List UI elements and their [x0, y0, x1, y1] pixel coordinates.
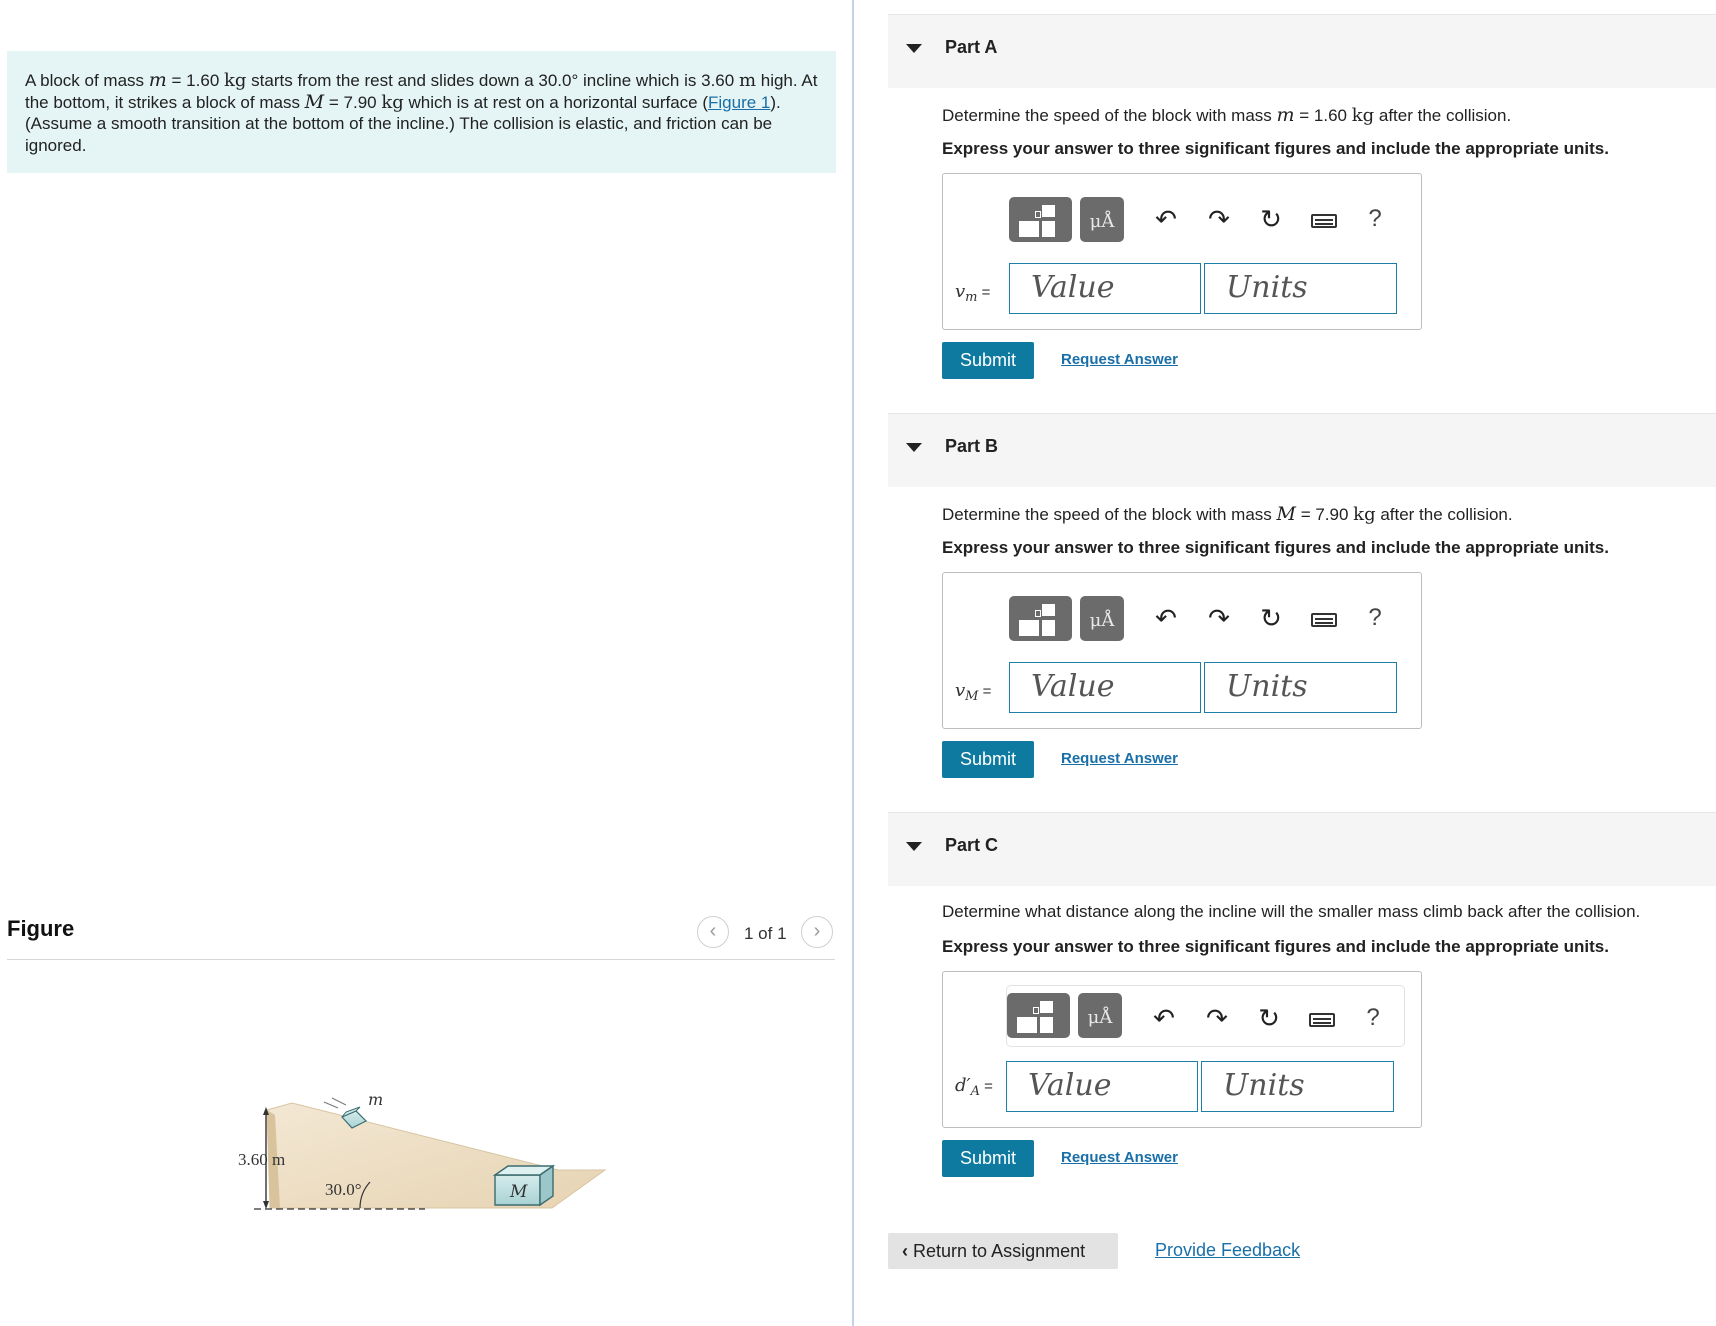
variable-subscript: A [970, 1084, 980, 1099]
variable-symbol: v [955, 680, 966, 701]
caret-down-icon [906, 842, 922, 851]
problem-statement [7, 51, 836, 173]
part-a-submit-button[interactable]: Submit [942, 342, 1034, 379]
undo-icon[interactable]: ↶ [1153, 1003, 1175, 1033]
part-b-header[interactable] [888, 413, 1716, 487]
units-icon: μÅ [1089, 211, 1115, 232]
redo-icon[interactable]: ↷ [1206, 1003, 1228, 1033]
return-label: Return to Assignment [913, 1241, 1086, 1261]
problem-text: A block of mass [25, 71, 149, 90]
figure-pager-label: 1 of 1 [744, 924, 787, 943]
templates-button[interactable] [1009, 596, 1072, 641]
part-c-instruction: Express your answer to three significant figures and include the appropriate units. [942, 937, 1609, 956]
part-a-header[interactable] [888, 14, 1716, 88]
part-b-question [942, 503, 1513, 525]
question-text: Determine the speed of the block with mass [942, 505, 1277, 524]
angle-label: 30.0° [325, 1180, 362, 1199]
part-c-question: Determine what distance along the incline will the smaller mass climb back after the collision. [942, 902, 1641, 921]
help-icon[interactable]: ? [1368, 604, 1382, 631]
figure-link[interactable]: Figure 1 [708, 92, 771, 112]
figure-next-button[interactable] [801, 916, 833, 948]
part-b-submit-button[interactable]: Submit [942, 741, 1034, 778]
question-text: = 1.60 [1294, 106, 1352, 125]
variable-subscript: m [965, 290, 978, 305]
undo-icon[interactable]: ↶ [1155, 603, 1177, 633]
units-button[interactable] [1078, 993, 1122, 1038]
unit-kg: kg [1353, 504, 1376, 525]
keyboard-icon[interactable] [1306, 202, 1340, 236]
return-to-assignment-button[interactable] [888, 1233, 1118, 1269]
reset-icon[interactable]: ↻ [1260, 603, 1282, 633]
redo-icon[interactable]: ↷ [1208, 204, 1230, 234]
large-mass-label: M [510, 1182, 528, 1202]
problem-text: high. At the bottom, it strikes a block of mass [25, 71, 818, 112]
units-input[interactable]: Units [1201, 1061, 1394, 1112]
caret-down-icon [906, 443, 922, 452]
problem-text: ). (Assume a smooth transition at the bottom of the incline.) The collision is elastic, and friction can be ignored. [25, 92, 781, 155]
part-a-title: Part A [945, 37, 998, 57]
part-c-submit-button[interactable]: Submit [942, 1140, 1034, 1177]
equals-sign: = [980, 1078, 993, 1095]
units-icon: μÅ [1089, 610, 1115, 631]
figure-title: Figure [7, 916, 75, 941]
part-c-header[interactable] [888, 812, 1716, 886]
problem-text: = 1.60 [166, 71, 224, 90]
part-a-answer-box [942, 173, 1422, 330]
answer-variable-label [955, 281, 990, 305]
templates-button[interactable] [1009, 197, 1072, 242]
help-icon[interactable]: ? [1366, 1004, 1380, 1031]
question-text: after the collision. [1375, 505, 1513, 524]
figure-prev-button[interactable] [697, 916, 729, 948]
height-label: 3.60 m [238, 1150, 286, 1169]
templates-button[interactable] [1007, 993, 1070, 1038]
incline-figure [220, 1075, 610, 1215]
unit-kg: kg [381, 91, 404, 113]
value-input[interactable]: Value [1009, 662, 1201, 713]
symbol-m: m [1276, 104, 1295, 126]
question-text: after the collision. [1374, 106, 1512, 125]
variable-symbol: v [955, 281, 966, 302]
units-icon: μÅ [1087, 1007, 1113, 1028]
answer-variable-label [955, 1075, 993, 1099]
part-c-request-answer-link[interactable]: Request Answer [1061, 1149, 1178, 1166]
part-b-answer-box [942, 572, 1422, 729]
reset-icon[interactable]: ↻ [1260, 204, 1282, 234]
value-input[interactable]: Value [1006, 1061, 1198, 1112]
keyboard-icon[interactable] [1306, 601, 1340, 635]
units-input[interactable]: Units [1204, 662, 1397, 713]
symbol-M: M [1276, 503, 1296, 525]
chevron-left-icon: ‹ [709, 920, 717, 942]
figure-header [7, 910, 835, 960]
height-arrow-head [263, 1201, 269, 1209]
symbol-m: m [148, 69, 167, 91]
part-c-answer-box [942, 971, 1422, 1128]
problem-text: which is at rest on a horizontal surface ( [403, 92, 709, 112]
keyboard-icon[interactable] [1304, 1001, 1338, 1035]
answer-panel [888, 0, 1716, 1326]
part-a-request-answer-link[interactable]: Request Answer [1061, 351, 1178, 368]
part-b-request-answer-link[interactable]: Request Answer [1061, 750, 1178, 767]
template-icon [1019, 620, 1039, 636]
column-divider [852, 0, 854, 1326]
undo-icon[interactable]: ↶ [1155, 204, 1177, 234]
part-a-question [942, 104, 1511, 126]
equals-sign: = [977, 284, 991, 301]
incline-surface [267, 1103, 605, 1208]
motion-line [332, 1098, 346, 1105]
part-b-title: Part B [945, 436, 999, 456]
chevron-right-icon: › [813, 920, 821, 942]
unit-kg: kg [1351, 105, 1375, 126]
provide-feedback-link[interactable]: Provide Feedback [1155, 1240, 1301, 1260]
reset-icon[interactable]: ↻ [1258, 1003, 1280, 1033]
chevron-left-icon: ‹ [902, 1241, 908, 1261]
caret-down-icon [906, 44, 922, 53]
problem-text: starts from the rest and slides down a 30.0° incline which is 3.60 [246, 71, 739, 90]
math-toolbar [1009, 593, 1408, 648]
template-icon [1019, 221, 1039, 237]
motion-line [324, 1102, 338, 1108]
math-toolbar [1009, 194, 1408, 249]
math-toolbar [1006, 985, 1405, 1047]
problem-text: = 7.90 [324, 92, 382, 112]
question-text: = 7.90 [1295, 505, 1354, 524]
redo-icon[interactable]: ↷ [1208, 603, 1230, 633]
units-button[interactable] [1080, 596, 1124, 641]
units-input[interactable]: Units [1204, 263, 1397, 314]
part-b-instruction: Express your answer to three significant figures and include the appropriate units. [942, 538, 1609, 557]
problem-panel [0, 0, 852, 1326]
part-a-instruction: Express your answer to three significant figures and include the appropriate units. [942, 139, 1609, 158]
small-mass-label: m [368, 1090, 384, 1109]
unit-kg: kg [224, 70, 247, 91]
symbol-M: M [304, 90, 325, 113]
equals-sign: = [978, 683, 992, 700]
unit-m: m [738, 70, 757, 91]
question-text: Determine the speed of the block with mass [942, 106, 1277, 125]
template-icon [1017, 1017, 1037, 1033]
help-icon[interactable]: ? [1368, 205, 1382, 232]
answer-variable-label [955, 680, 991, 704]
variable-symbol: d′ [955, 1075, 971, 1096]
value-input[interactable]: Value [1009, 263, 1201, 314]
variable-subscript: M [965, 689, 979, 704]
units-button[interactable] [1080, 197, 1124, 242]
part-c-title: Part C [945, 835, 999, 855]
